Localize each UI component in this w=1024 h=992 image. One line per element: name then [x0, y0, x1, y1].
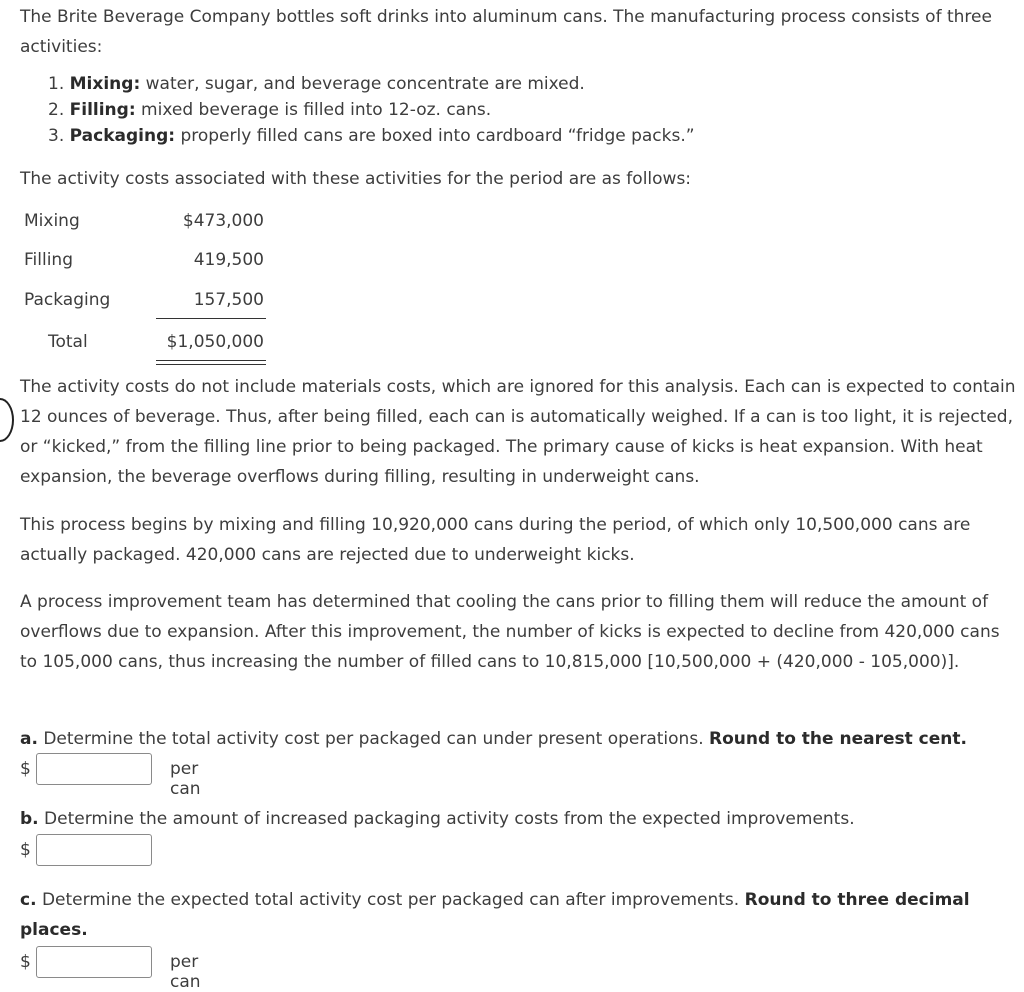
activity-name: Packaging: [69, 126, 176, 146]
question-letter: c. [20, 890, 37, 910]
cost-amount: $473,000 [182, 211, 264, 231]
cost-label: Packaging [24, 290, 111, 310]
paragraph-kicks: The activity costs do not include materials costs, which are ignored for this analysis. Each can is expected to contain 12 ounces of beverage. Thus, after being filled, each can is automatically weighed. If a can is too light, it is rejected, or “kicked,” from the filling line prior to being packaged. The primary cause of kicks is heat expansion. With heat expansion, the beverage overflows during filling, resulting in underweight cans. [20, 377, 1016, 487]
activity-name: Mixing: [69, 74, 141, 94]
cost-label: Filling [24, 250, 73, 270]
unit-label: per can [170, 952, 201, 992]
question-c: c. Determine the expected total activity cost per packaged can after improvements. Round to three decimal places. [20, 890, 970, 940]
total-double-rule-bottom [156, 364, 266, 365]
total-label: Total [48, 332, 88, 352]
dollar-sign: $ [20, 952, 31, 972]
activity-list [48, 71, 695, 149]
question-letter: b. [20, 809, 39, 829]
question-a: a. Determine the total activity cost per packaged can under present operations. Round to the nearest cent. [20, 729, 967, 749]
activity-name: Filling: [69, 100, 136, 120]
question-letter: a. [20, 729, 38, 749]
answer-c-input[interactable] [36, 946, 152, 978]
intro-text: The Brite Beverage Company bottles soft drinks into aluminum cans. The manufacturing process consists of three activities: [20, 7, 992, 57]
cost-row-total [24, 327, 264, 357]
page-edge-mark [0, 398, 14, 442]
activity-desc: mixed beverage is filled into 12-oz. cans. [141, 100, 492, 120]
answer-a-input[interactable] [36, 753, 152, 785]
list-item: 1. Mixing: water, sugar, and beverage concentrate are mixed. [48, 74, 585, 94]
cost-label: Mixing [24, 211, 80, 231]
activity-desc: properly filled cans are boxed into cardboard “fridge packs.” [180, 126, 695, 146]
unit-label: per can [170, 759, 201, 799]
cost-row-filling [24, 245, 264, 275]
question-b: b. Determine the amount of increased packaging activity costs from the expected improvements. [20, 809, 855, 829]
total-amount: $1,050,000 [166, 332, 264, 352]
paragraph-process: This process begins by mixing and filling 10,920,000 cans during the period, of which only 10,500,000 cans are actually packaged. 420,000 cans are rejected due to underweight kicks. [20, 515, 971, 565]
dollar-sign: $ [20, 759, 31, 779]
paragraph-improvement: A process improvement team has determined that cooling the cans prior to filling them will reduce the amount of overflows due to expansion. After this improvement, the number of kicks is expected to decline from 420,000 cans to 105,000 cans, thus increasing the number of filled cans to 10,815,000 [10,500,000 + (420,000 - 105,000)]. [20, 592, 1000, 672]
subtotal-rule [156, 318, 266, 319]
list-item: 3. Packaging: properly filled cans are boxed into cardboard “fridge packs.” [48, 126, 695, 146]
list-item: 2. Filling: mixed beverage is filled into 12-oz. cans. [48, 100, 492, 120]
dollar-sign: $ [20, 840, 31, 860]
cost-row-packaging [24, 285, 264, 315]
total-double-rule-top [156, 360, 266, 361]
cost-amount: 157,500 [193, 290, 264, 310]
activity-desc: water, sugar, and beverage concentrate are mixed. [145, 74, 585, 94]
cost-amount: 419,500 [193, 250, 264, 270]
answer-b-input[interactable] [36, 834, 152, 866]
cost-row-mixing [24, 206, 264, 236]
costs-intro-text: The activity costs associated with these activities for the period are as follows: [20, 169, 692, 189]
